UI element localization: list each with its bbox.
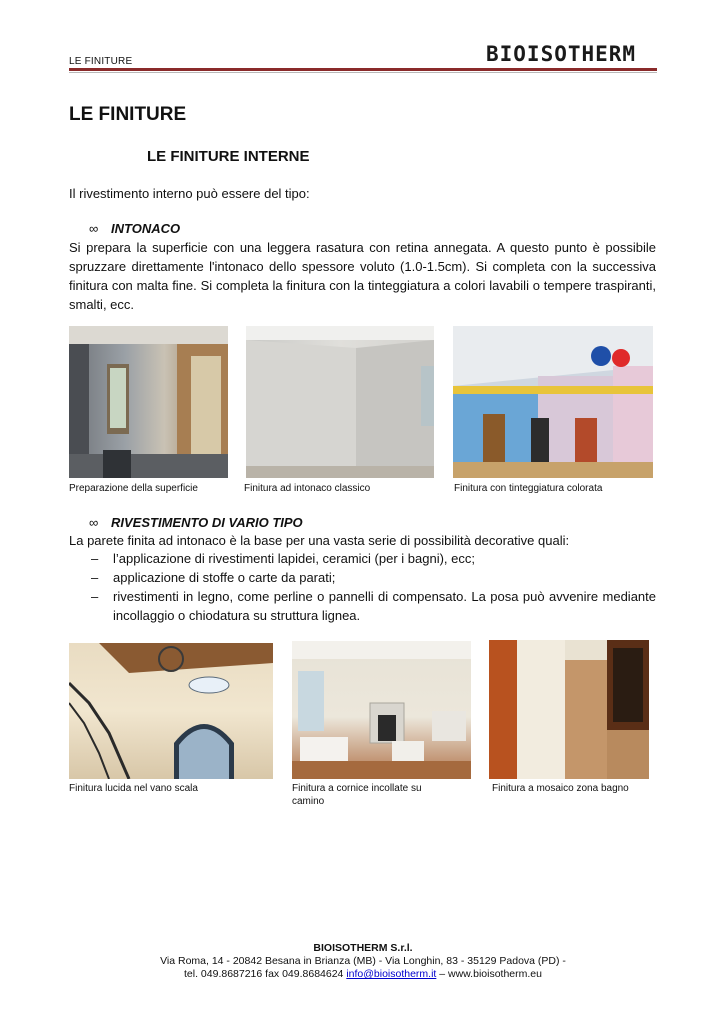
caption-mosaico: Finitura a mosaico zona bagno [492,783,629,794]
footer-email-link[interactable]: info@bioisotherm.it [346,968,437,980]
photo-preparazione [69,326,228,478]
list-item: – rivestimenti in legno, come perline o pannelli di compensato. La posa può avvenire mediante incollaggio o chiodatura su struttura lignea. [91,589,656,623]
rivestimento-list [69,549,656,625]
intonaco-paragraph: Si prepara la superficie con una leggera rasatura con retina annegata. A questo punto è possibile spruzzare direttamente l'intonaco dello spessore voluto (1.0-1.5cm). Si completa con la successiva finitura con malta fine. Si completa la finitura con la tinteggiatura a colori lavabili o tempere traspiranti, smalti, ecc. [69,240,656,312]
rivestimento-paragraph: La parete finita ad intonaco è la base per una vasta serie di possibilità decorative quali: [69,533,570,548]
footer-contacts [69,968,657,981]
photo-tinteggiatura-colorata [453,326,653,478]
footer-address: Via Roma, 14 - 20842 Besana in Brianza (MB) - Via Longhin, 83 - 35129 Padova (PD) - [160,955,566,967]
footer-phone: tel. 049.8687216 fax 049.8684624 [184,968,347,980]
bioisotherm-logo: BIOISOTHERM [486,42,637,66]
intro-text: Il rivestimento interno può essere del tipo: [69,186,310,201]
bullet-title-rivestimento: RIVESTIMENTO DI VARIO TIPO [111,515,303,530]
list-item: – l’applicazione di rivestimenti lapidei, ceramici (per i bagni), ecc; [91,551,475,566]
bullet-title-intonaco: INTONACO [111,221,181,236]
caption-preparazione: Preparazione della superficie [69,483,198,494]
section-subtitle: LE FINITURE INTERNE [147,148,310,165]
caption-tinteggiatura: Finitura con tinteggiatura colorata [454,483,603,494]
dash-bullet-icon: – [91,570,99,585]
footer-web: – www.bioisotherm.eu [436,968,542,980]
photo-mosaico-bagno [489,640,649,779]
caption-intonaco-classico: Finitura ad intonaco classico [244,483,371,494]
dash-bullet-icon: – [91,551,99,566]
bullet-intonaco [69,221,180,236]
list-item: – applicazione di stoffe o carte da parati; [91,570,336,585]
infinity-bullet-icon: ∞ [89,515,99,530]
bullet-rivestimento [69,515,303,530]
photo-intonaco-classico [246,326,434,478]
caption-vano-scala: Finitura lucida nel vano scala [69,783,198,794]
page-title: LE FINITURE [69,104,187,125]
footer-company: BIOISOTHERM S.r.l. [313,942,413,954]
dash-bullet-icon: – [91,589,99,604]
header-rule [69,68,657,71]
infinity-bullet-icon: ∞ [89,221,99,236]
photo-vano-scala [69,643,273,779]
caption-camino: Finitura a cornice incollate su camino [292,783,422,807]
header-section-label: LE FINITURE [69,56,133,67]
photo-camino [292,641,471,779]
header-rule-thin [69,72,657,73]
